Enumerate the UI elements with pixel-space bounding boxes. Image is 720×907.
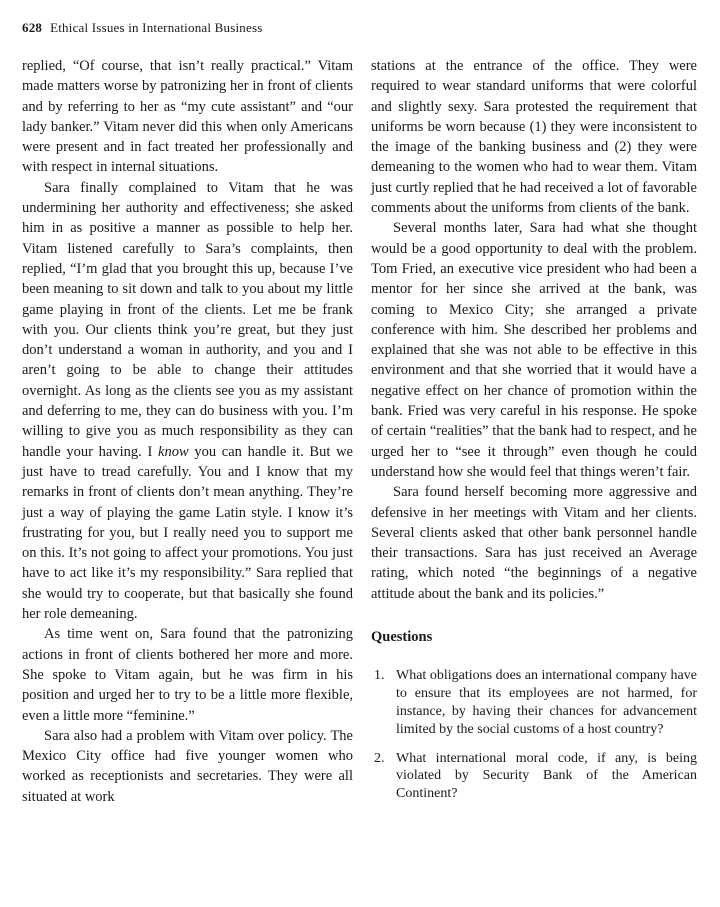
paragraph: replied, “Of course, that isn’t really practical.” Vitam made matters worse by patronizing her in front of clients and by referring to her as “my cute assistant” and “our lady banker.” Vitam never did this when only Americans were present and in fact treated her professionally and with respect in internal situations.: [22, 58, 353, 176]
question-text: What obligations does an international company have to ensure that its employees are not harmed, for instance, by having their chances for advancement limited by the social customs of a host country?: [396, 668, 697, 737]
question-item: [371, 750, 697, 803]
paragraph: Sara found herself becoming more aggressive and defensive in her meetings with Vitam and her clients. Several clients asked that other bank personnel handle their transactions. Sara has just received an Average rating, which noted “the beginnings of a negative attitude about the bank and its policies.”: [371, 484, 697, 602]
paragraph-text: you can handle it. But we just have to tread carefully. You and I know that my remarks in front of clients don’t mean anything. They’re just a way of playing the game Latin style. I know it’s frustrating for you, but I really need you to support me on this. It’s not going to affect your promotions. You just have to act like it’s my responsibility.” Sara replied that she would try to cooperate, but that basically she found her role demeaning.: [22, 443, 353, 623]
question-number: 2.: [374, 750, 385, 766]
paragraph-text: Sara finally complained to Vitam that he was undermining her authority and effectiveness; she asked him in as positive a manner as possible to help her. Vitam listened carefully to Sara’s complaints, then replied, “I’m glad that you brought this up, because I’ve been meaning to sit down and talk to you about my little game playing in front of the clients. Let me be frank with you. Our clients think you’re great, but they just don’t understand a woman in authority, and you and I aren’t going to be able to change their attitudes overnight. As long as the clients see you as my assistant and deferring to me, they can do business with you. I’m willing to give you as much responsibility as they can handle your having. I: [22, 179, 353, 460]
paragraph: Sara also had a problem with Vitam over policy. The Mexico City office had five younger women who worked as receptionists and secretaries. They were all situated at work: [22, 727, 353, 805]
question-text: What international moral code, if any, is being violated by Security Bank of the American Continent?: [396, 750, 697, 802]
page-number: 628: [22, 20, 43, 35]
question-number: 1.: [374, 668, 385, 684]
left-column: [22, 56, 353, 807]
right-column: [371, 56, 697, 814]
question-item: [371, 667, 697, 738]
questions-heading: Questions: [371, 629, 433, 646]
running-head: [22, 20, 262, 36]
emphasis-text: know: [158, 443, 189, 460]
paragraph: stations at the entrance of the office. They were required to wear standard uniforms that were colorful and slightly sexy. Sara protested the requirement that uniforms be worn because (1) they were inconsistent to the image of the banking business and (2) they were demeaning to the women who had to wear them. Vitam just curtly replied that he had received a lot of favorable comments about the uniforms from clients of the bank.: [371, 58, 697, 217]
paragraph: [22, 178, 353, 625]
paragraph: Several months later, Sara had what she thought would be a good opportunity to deal with the problem. Tom Fried, an executive vice president who had been a mentor for her since she arrived at the bank, was coming to Mexico City; she arranged a private conference with him. She described her problems and explained that she was not able to be effective in this environment and that she worried that it would have a negative effect on her chance of promotion within the bank. Fried was very careful in his response. He spoke of certain “realities” that the bank had to respect, and he urged her to “see it through” even though he could understand how she would feel that things weren’t fair.: [371, 220, 697, 480]
running-title: Ethical Issues in International Business: [50, 20, 263, 35]
paragraph: As time went on, Sara found that the patronizing actions in front of clients bothered her more and more. She spoke to Vitam again, but he was firm in his position and urged her to try to be a little more flexible, even a little more “feminine.”: [22, 626, 353, 724]
questions-list: [371, 667, 697, 803]
